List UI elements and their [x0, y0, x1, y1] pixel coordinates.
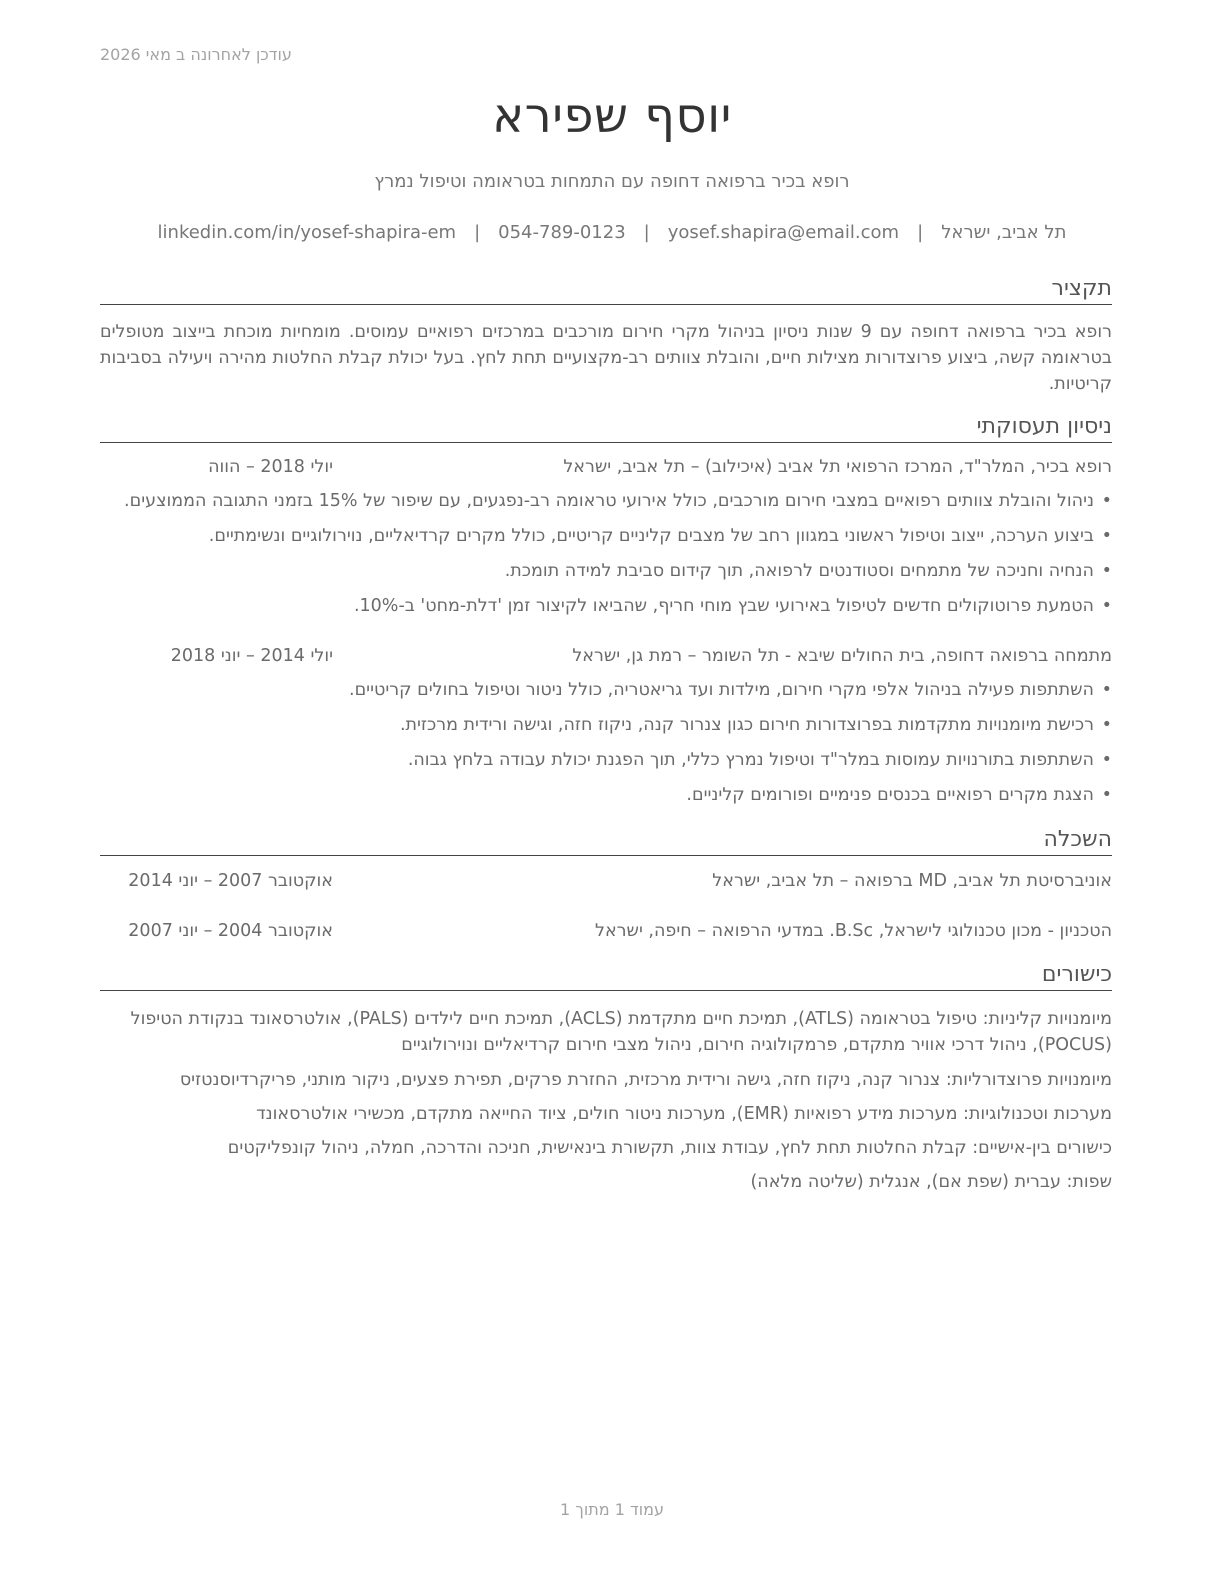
candidate-headline: רופא בכיר ברפואה דחופה עם התמחות בטראומה וטיפול נמרץ	[374, 171, 850, 192]
job-bullet-text: השתתפות פעילה בניהול אלפי מקרי חירום, מילדות ועד גריאטריה, כולל ניטור וטיפול בחולים קריטיים.	[349, 680, 1094, 700]
bullet-icon: •	[1101, 596, 1112, 616]
bullet-icon: •	[1101, 561, 1112, 581]
job-bullet-text: הנחיה וחניכה של מתמחים וסטודנטים לרפואה, תוך קידום סביבת למידה תומכת.	[504, 561, 1094, 581]
contact-email[interactable]: yosef.shapira@email.com	[667, 222, 900, 243]
section-title-skills: כישורים	[100, 961, 1112, 991]
skill-line: מיומנויות קליניות: טיפול בטראומה (ATLS), תמיכת חיים מתקדמת (ACLS), תמיכת חיים לילדים (PALS), אולטרסאונד בנקודת הטיפול (POCUS), ניהול דרכי אוויר מתקדם, פרמקולוגיה חירום, ניהול מצבי חירום קרדיאליים ונוירולוגיים	[130, 1009, 1112, 1055]
section-title-summary: תקציר	[100, 275, 1112, 305]
candidate-name: יוסף שפירא	[492, 88, 732, 144]
job-bullet-text: ניהול והובלת צוותים רפואיים במצבי חירום מורכבים, כולל אירועי טראומה רב-נפגעים, עם שיפור של 15% בזמני התגובה הממוצעים.	[124, 491, 1094, 511]
contact-linkedin[interactable]: linkedin.com/in/yosef-shapira-em	[157, 222, 457, 243]
bullet-icon: •	[1101, 785, 1112, 805]
job-bullet	[90, 748, 1112, 772]
job-date: יולי 2014 – יוני 2018	[170, 646, 333, 666]
job-bullet	[90, 524, 1112, 548]
skill-line: שפות: עברית (שפת אם), אנגלית (שליטה מלאה)	[750, 1172, 1112, 1192]
job-date: יולי 2018 – הווה	[208, 457, 333, 477]
contact-separator: |	[917, 222, 924, 243]
job-role: מתמחה ברפואה דחופה, בית החולים שיבא - תל השומר – רמת גן, ישראל	[572, 646, 1112, 666]
bullet-icon: •	[1101, 526, 1112, 546]
contact-location: תל אביב, ישראל	[941, 222, 1067, 243]
job-bullet-text: ביצוע הערכה, ייצוב וטיפול ראשוני במגוון רחב של מצבים קליניים קריטיים, כולל מקרים קרדיאליים, נוירולוגיים ונשימתיים.	[208, 526, 1094, 546]
job-bullet	[90, 783, 1112, 807]
contact-phone[interactable]: 054-789-0123	[498, 222, 626, 243]
bullet-icon: •	[1101, 750, 1112, 770]
education-item	[100, 921, 1112, 947]
contact-line	[100, 222, 1124, 243]
bullet-icon: •	[1101, 715, 1112, 735]
last-updated: עודכן לאחרונה ב מאי 2026	[100, 45, 292, 64]
job-bullet-text: הצגת מקרים רפואיים בכנסים פנימיים ופורומים קליניים.	[686, 785, 1094, 805]
job-bullet	[90, 489, 1112, 513]
skill-line: כישורים בין-אישיים: קבלת החלטות תחת לחץ, עבודת צוות, תקשורת בינאישית, חניכה והדרכה, חמלה, ניהול קונפליקטים	[227, 1138, 1112, 1158]
section-title-education: השכלה	[100, 826, 1112, 856]
education-date: אוקטובר 2007 – יוני 2014	[128, 871, 333, 891]
education-item	[100, 871, 1112, 897]
skill-line: מערכות וטכנולוגיות: מערכות מידע רפואיות (EMR), מערכות ניטור חולים, ציוד החייאה מתקדם, מכשירי אולטרסאונד	[256, 1104, 1112, 1124]
job-bullet-text: רכישת מיומנויות מתקדמות בפרוצדורות חירום כגון צנרור קנה, ניקוז חזה, וגישה ורידית מרכזית.	[399, 715, 1094, 735]
job-bullet	[90, 678, 1112, 702]
summary-text: רופא בכיר ברפואה דחופה עם 9 שנות ניסיון בניהול מקרי חירום מורכבים במרכזים רפואיים עמוסים. מומחיות מוכחת בייצוב מטופלים בטראומה קשה, ביצוע פרוצדורות מצילות חיים, והובלת צוותים רב-מקצועיים תחת לחץ. בעל יכולת קבלת החלטות מהירה ויעילה בסביבות קריטיות.	[100, 322, 1112, 394]
bullet-icon: •	[1101, 680, 1112, 700]
job-bullet	[90, 559, 1112, 583]
page-number: עמוד 1 מתוך 1	[560, 1500, 664, 1519]
education-date: אוקטובר 2004 – יוני 2007	[128, 921, 333, 941]
job-bullet-text: הטמעת פרוטוקולים חדשים לטיפול באירועי שבץ מוחי חריף, שהביאו לקיצור זמן 'דלת-מחט' ב-10%.	[353, 596, 1094, 616]
skill-line: מיומנויות פרוצדורליות: צנרור קנה, ניקוז חזה, גישה ורידית מרכזית, החזרת פרקים, תפירת פצעים, ניקור מותני, פריקרדיוסנטזיס	[179, 1070, 1112, 1090]
job-bullet-text: השתתפות בתורנויות עמוסות במלר"ד וטיפול נמרץ כללי, תוך הפגנת יכולת עבודה בלחץ גבוה.	[407, 750, 1094, 770]
section-title-experience: ניסיון תעסוקתי	[100, 413, 1112, 443]
contact-separator: |	[474, 222, 481, 243]
job-bullet	[90, 713, 1112, 737]
job-bullet	[90, 594, 1112, 618]
contact-separator: |	[643, 222, 650, 243]
job-role: רופא בכיר, המלר"ד, המרכז הרפואי תל אביב (איכילוב) – תל אביב, ישראל	[563, 457, 1112, 477]
bullet-icon: •	[1101, 491, 1112, 511]
job-header	[100, 457, 1112, 483]
education-degree: הטכניון - מכון טכנולוגי לישראל, B.Sc. במדעי הרפואה – חיפה, ישראל	[595, 921, 1112, 941]
job-header	[100, 646, 1112, 672]
education-degree: אוניברסיטת תל אביב, MD ברפואה – תל אביב, ישראל	[712, 871, 1112, 891]
